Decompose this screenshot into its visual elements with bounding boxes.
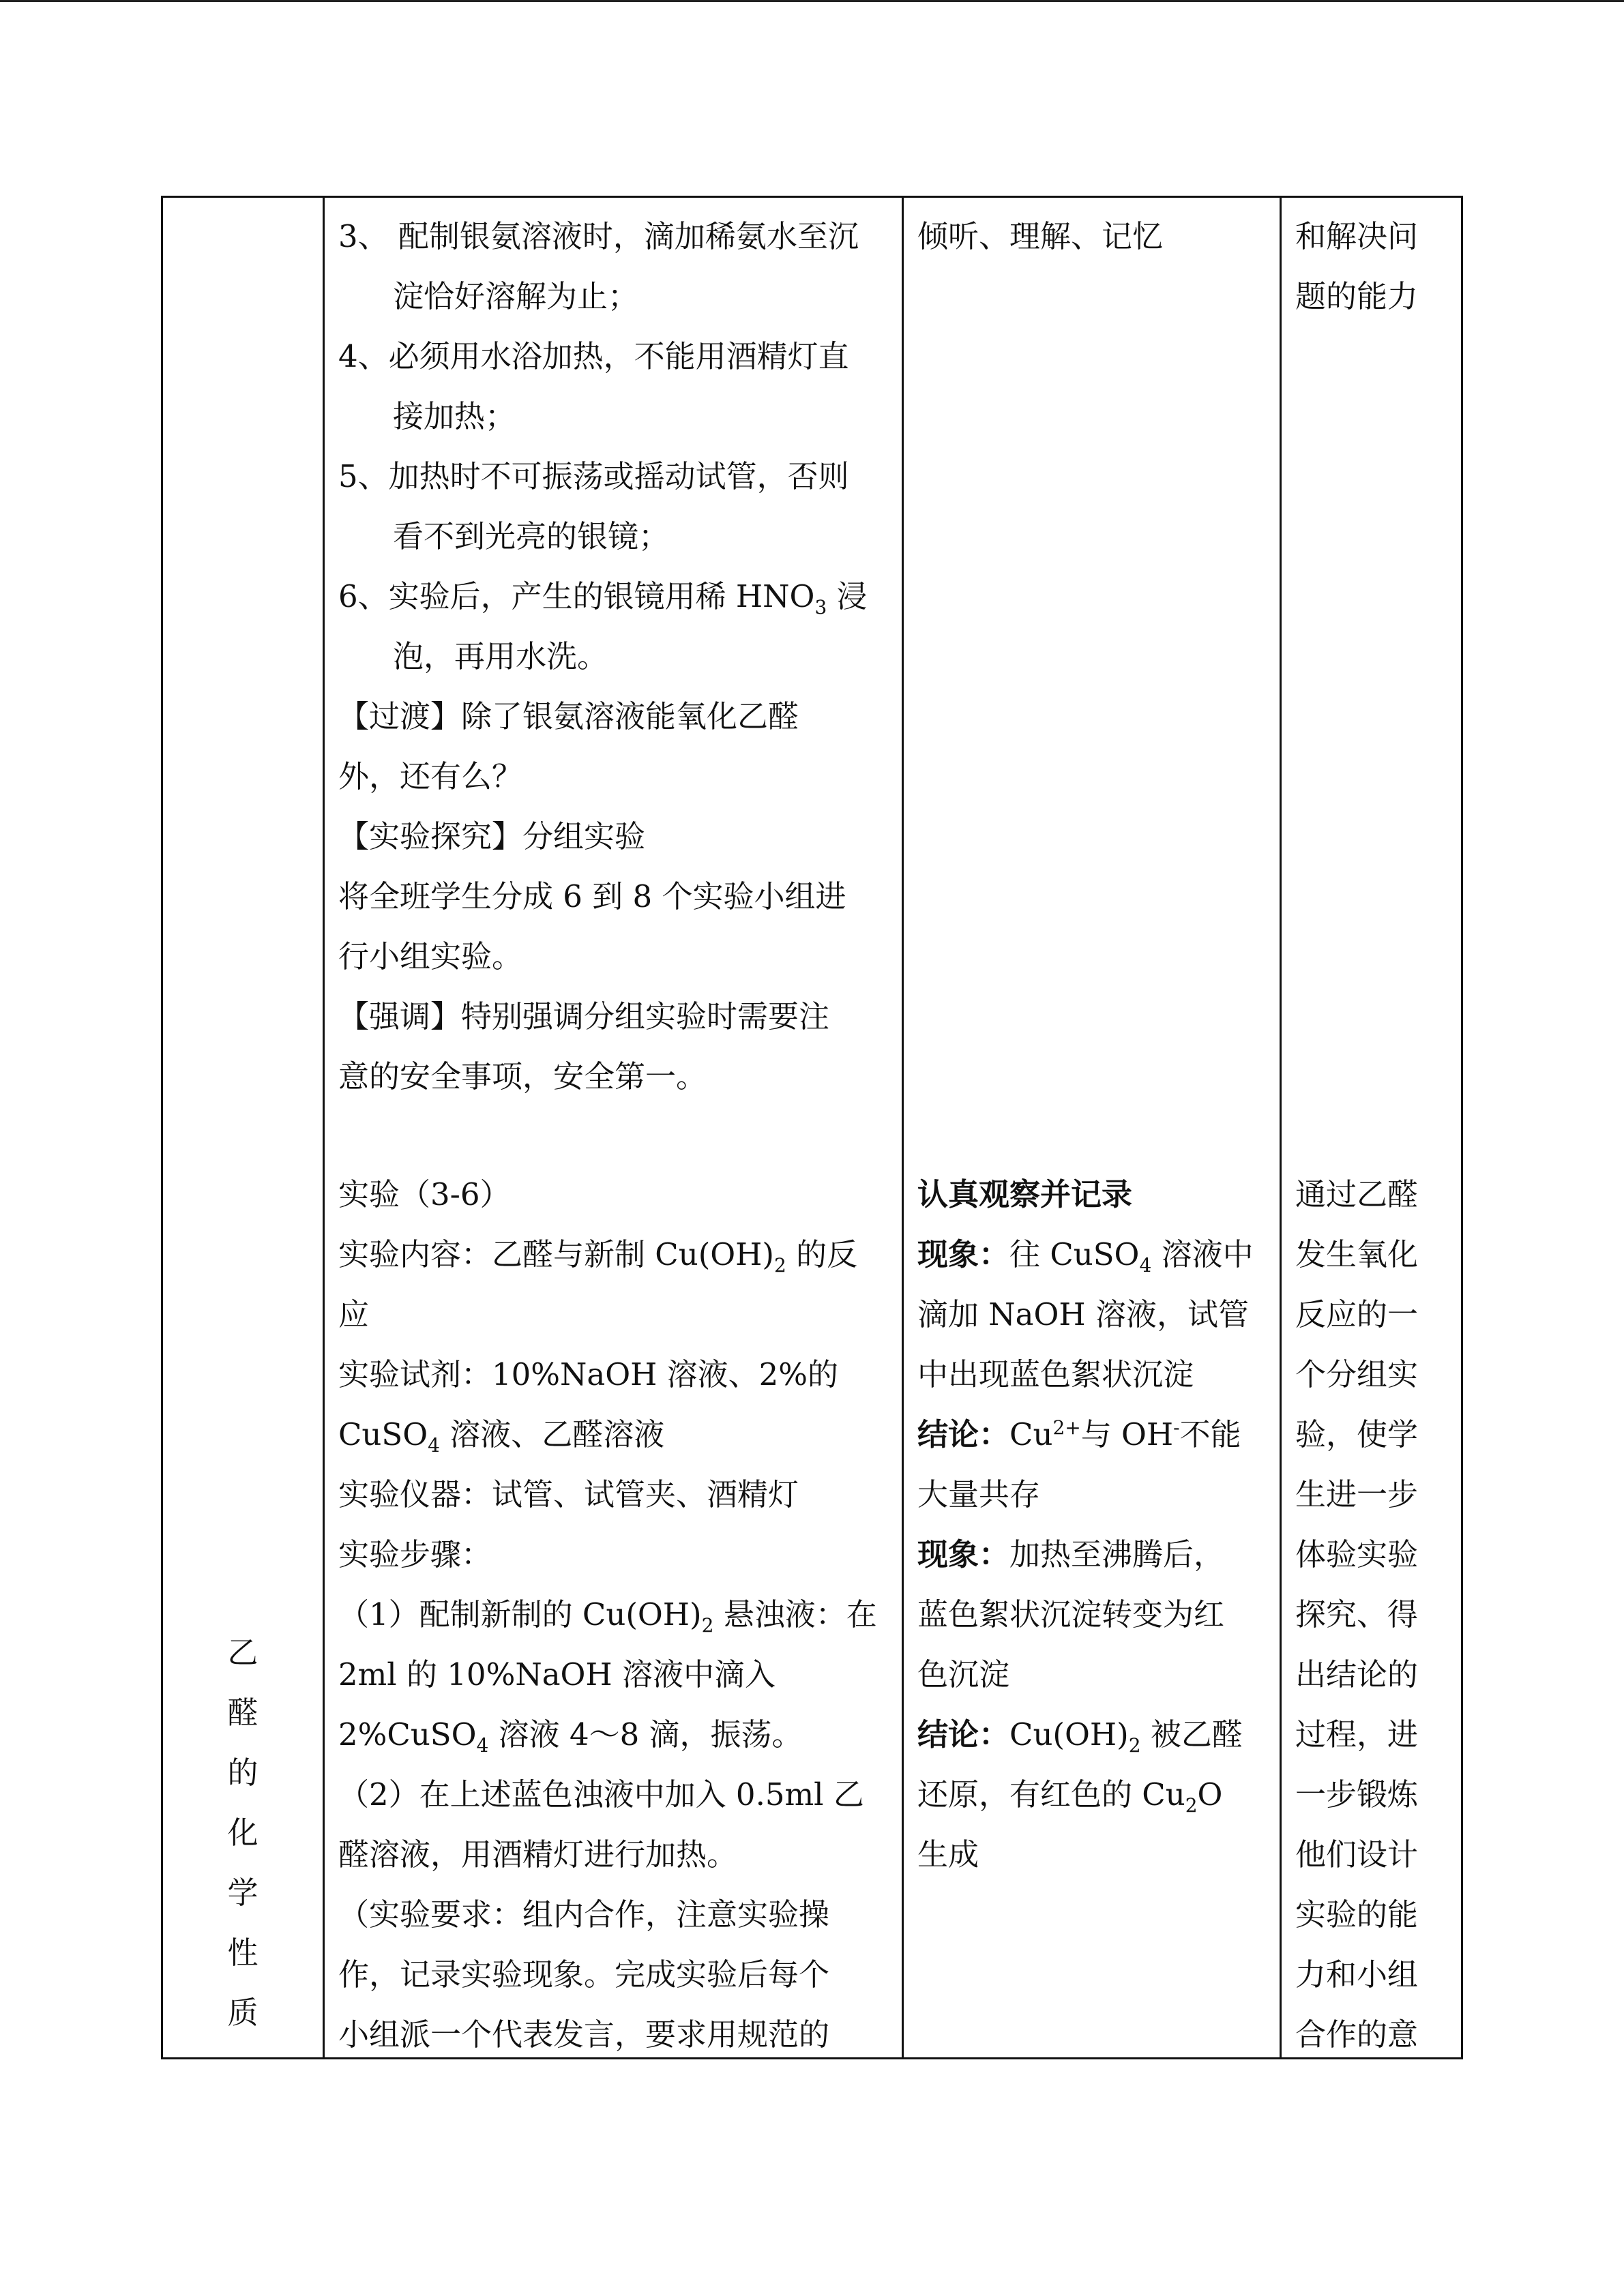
- purpose-line: 实验的能: [1295, 1896, 1419, 1933]
- student-line: 蓝色絮状沉淀转变为红: [917, 1596, 1225, 1632]
- purpose-line: 探究、得: [1295, 1596, 1419, 1632]
- purpose-line: 验，使学: [1295, 1416, 1419, 1452]
- purpose-line: 出结论的: [1295, 1656, 1419, 1693]
- purpose-line: 他们设计: [1295, 1836, 1419, 1873]
- teacher-line: 【强调】特别强调分组实验时需要注: [338, 998, 830, 1034]
- teacher-line: 2%CuSO$_4$ 溶液 4～8 滴，振荡。: [338, 1716, 803, 1757]
- purpose-line: 生进一步: [1295, 1476, 1419, 1512]
- teacher-line: 2ml 的 10%NaOH 溶液中滴入: [338, 1656, 776, 1693]
- topic-char: 的: [227, 1755, 259, 1791]
- teacher-line: 实验步骤：: [338, 1536, 492, 1572]
- purpose-line: 和解决问: [1295, 218, 1419, 254]
- teacher-line: 实验试剂：10%NaOH 溶液、2%的: [338, 1356, 839, 1392]
- teacher-activity-cell: [325, 198, 902, 2057]
- teacher-line: 应: [338, 1296, 370, 1332]
- teacher-line: CuSO$_4$ 溶液、乙醛溶液: [338, 1416, 665, 1457]
- student-line: 中出现蓝色絮状沉淀: [917, 1356, 1194, 1392]
- teacher-line: 将全班学生分成 6 到 8 个实验小组进: [338, 878, 846, 914]
- teacher-line: 淀恰好溶解为止；: [393, 278, 639, 314]
- purpose-line: 发生氧化: [1295, 1236, 1419, 1272]
- teacher-line: 3、 配制银氨溶液时，滴加稀氨水至沉: [338, 218, 859, 254]
- student-activity-cell: [904, 198, 1280, 2057]
- purpose-line: 个分组实: [1295, 1356, 1419, 1392]
- topic-char: 化: [227, 1815, 259, 1851]
- topic-char: 性: [227, 1935, 259, 1971]
- teacher-line: 行小组实验。: [338, 938, 523, 974]
- teacher-line: 4、必须用水浴加热，不能用酒精灯直: [338, 338, 849, 374]
- purpose-line: 题的能力: [1295, 278, 1419, 314]
- purpose-line: 体验实验: [1295, 1536, 1419, 1572]
- student-line: 结论：$Cu(OH)_2$ 被乙醛: [917, 1716, 1243, 1757]
- teacher-line: （2）在上述蓝色浊液中加入 0.5ml 乙: [338, 1776, 864, 1813]
- student-line-heading: 认真观察并记录: [917, 1176, 1133, 1212]
- student-line: 现象：加热至沸腾后，: [917, 1536, 1225, 1572]
- student-line: 还原，有红色的 $Cu_2O$: [917, 1776, 1223, 1817]
- topic-char: 学: [227, 1875, 259, 1911]
- teacher-line: 【实验探究】分组实验: [338, 818, 646, 854]
- design-purpose-cell: [1282, 198, 1461, 2057]
- student-line: 滴加 NaOH 溶液，试管: [917, 1296, 1249, 1332]
- topic-cell: [163, 198, 323, 2057]
- purpose-line: 过程，进: [1295, 1716, 1419, 1753]
- student-line: 大量共存: [917, 1476, 1041, 1512]
- student-line: 色沉淀: [917, 1656, 1010, 1693]
- teacher-line: 接加热；: [393, 398, 516, 434]
- teacher-line: 看不到光亮的银镜；: [393, 518, 670, 554]
- teacher-line: 实验（3-6）: [338, 1176, 511, 1212]
- teacher-line: 醛溶液，用酒精灯进行加热。: [338, 1836, 738, 1873]
- teacher-line: 意的安全事项，安全第一。: [338, 1058, 707, 1094]
- page-top-rule: [0, 0, 1624, 2]
- teacher-line: 作，记录实验现象。完成实验后每个: [338, 1956, 830, 1993]
- teacher-line: （1）配制新制的 $Cu(OH)_2$ 悬浊液：在: [338, 1596, 877, 1637]
- purpose-line: 通过乙醛: [1295, 1176, 1419, 1212]
- teacher-line: 5、加热时不可振荡或摇动试管，否则: [338, 458, 849, 494]
- student-line: 现象：往 CuSO$_4$ 溶液中: [917, 1236, 1254, 1277]
- purpose-line: 合作的意: [1295, 2016, 1419, 2053]
- teacher-line: 实验仪器：试管、试管夹、酒精灯: [338, 1476, 799, 1512]
- teacher-line: 小组派一个代表发言，要求用规范的: [338, 2016, 830, 2053]
- lesson-plan-table: [161, 196, 1463, 2059]
- topic-char: 质: [227, 1995, 259, 2031]
- purpose-line: 反应的一: [1295, 1296, 1419, 1332]
- student-line: 生成: [917, 1836, 979, 1873]
- teacher-line: 6、实验后，产生的银镜用稀 $HNO_3$ 浸: [338, 578, 868, 618]
- purpose-line: 力和小组: [1295, 1956, 1419, 1993]
- teacher-line: 外，还有么？: [338, 758, 523, 794]
- topic-char: 醛: [227, 1695, 259, 1731]
- teacher-line: 【过渡】除了银氨溶液能氧化乙醛: [338, 698, 799, 734]
- teacher-line: 实验内容：乙醛与新制 $Cu(OH)_2$ 的反: [338, 1236, 858, 1277]
- student-line: 倾听、理解、记忆: [917, 218, 1164, 254]
- student-line: 结论：$Cu^{2+}$与 OH-不能: [917, 1416, 1241, 1452]
- topic-char: 乙: [227, 1635, 259, 1671]
- teacher-line: （实验要求：组内合作，注意实验操: [338, 1896, 830, 1933]
- purpose-line: 一步锻炼: [1295, 1776, 1419, 1813]
- teacher-line: 泡，再用水洗。: [393, 638, 608, 674]
